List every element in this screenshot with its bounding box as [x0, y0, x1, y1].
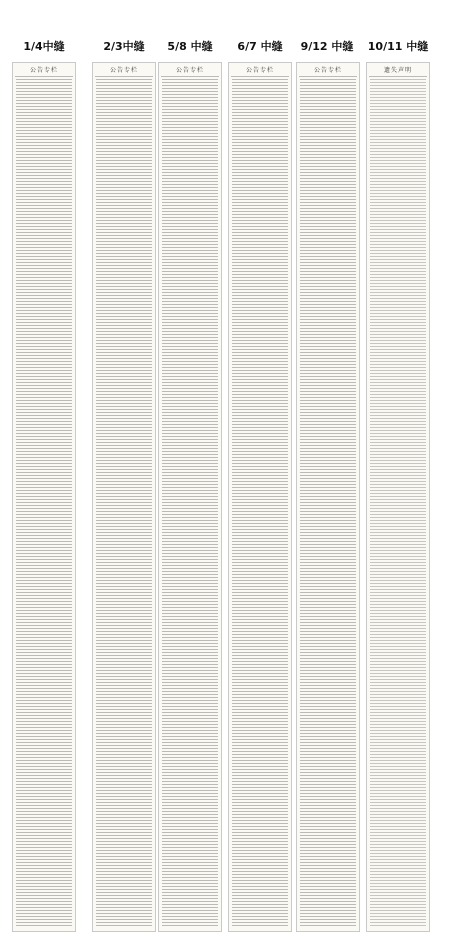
- column-header-3: 5/8 中缝: [167, 40, 213, 53]
- column-header-6: 10/11 中缝: [367, 40, 429, 53]
- page-header: [0, 0, 450, 56]
- column-header-2: 2/3中缝: [103, 40, 145, 53]
- column-5-strip: [296, 62, 360, 932]
- column-title: 公告专栏: [15, 65, 73, 77]
- column-text-body: [300, 79, 356, 927]
- column-header-4: 6/7 中缝: [237, 40, 283, 53]
- column-title: 公告专栏: [95, 65, 153, 77]
- column-header-5: 9/12 中缝: [300, 40, 354, 53]
- column-6-strip: [366, 62, 430, 932]
- column-text-body: [232, 79, 288, 927]
- column-text-body: [370, 79, 426, 927]
- column-text-body: [16, 79, 72, 927]
- column-text-body: [162, 79, 218, 927]
- column-title: 公告专栏: [161, 65, 219, 77]
- column-4-strip: [228, 62, 292, 932]
- column-header-1: 1/4中缝: [23, 40, 65, 53]
- column-title: 公告专栏: [299, 65, 357, 77]
- column-2-strip: [92, 62, 156, 932]
- column-1-strip: [12, 62, 76, 932]
- column-3-strip: [158, 62, 222, 932]
- column-title: 遗失声明: [369, 65, 427, 77]
- column-text-body: [96, 79, 152, 927]
- column-title: 公告专栏: [231, 65, 289, 77]
